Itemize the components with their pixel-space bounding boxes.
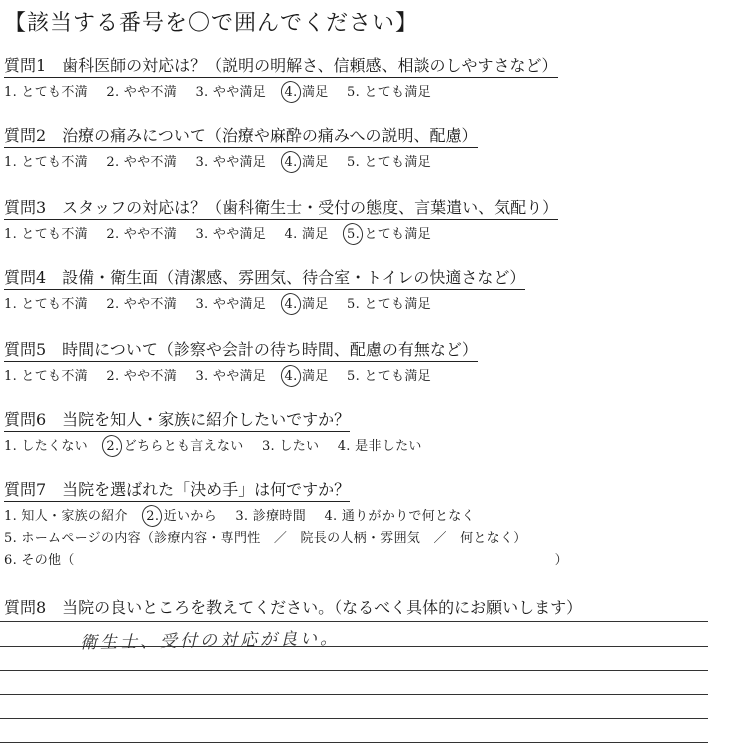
q5-option-4-circled[interactable]: 4. 満足 (284, 369, 329, 384)
question-7-options-row2[interactable]: 5. ホームページの内容（診療内容・専門性 ／ 院長の人柄・雰囲気 ／ 何となく） (4, 531, 527, 546)
question-6-label: 質問6 当院を知人・家族に紹介したいですか？ (4, 410, 350, 432)
q4-option-3[interactable]: 3. やや満足 (195, 297, 267, 312)
q6-option-4[interactable]: 4. 是非したい (337, 439, 422, 454)
question-7-options-row3 (4, 552, 568, 570)
q5-option-3[interactable]: 3. やや満足 (195, 369, 267, 384)
q2-option-1[interactable]: 1. とても不満 (4, 155, 88, 170)
question-7-label: 質問7 当院を選ばれた「決め手」は何ですか？ (4, 480, 350, 502)
q5-option-5[interactable]: 5. とても満足 (347, 369, 431, 384)
q1-option-1[interactable]: 1. とても不満 (4, 85, 88, 100)
q3-option-1[interactable]: 1. とても不満 (4, 227, 88, 242)
q5-option-2[interactable]: 2. やや不満 (106, 369, 178, 384)
question-5-options (4, 368, 445, 386)
question-1-options (4, 84, 445, 102)
q3-option-3[interactable]: 3. やや満足 (195, 227, 267, 242)
question-8-label: 質問8 当院の良いところを教えてください。（なるべく具体的にお願いします） (4, 598, 583, 617)
q6-option-1[interactable]: 1. したくない (4, 439, 88, 454)
answer-line-2 (0, 646, 708, 647)
q3-option-4[interactable]: 4. 満足 (284, 227, 329, 242)
q4-option-4-circled[interactable]: 4. 満足 (284, 297, 329, 312)
q7-option-3[interactable]: 3. 診療時間 (235, 509, 306, 524)
q1-option-5[interactable]: 5. とても満足 (347, 85, 431, 100)
q3-option-2[interactable]: 2. やや不満 (106, 227, 178, 242)
q6-option-3[interactable]: 3. したい (261, 439, 320, 454)
question-4-options (4, 296, 445, 314)
q1-option-4-circled[interactable]: 4. 満足 (284, 85, 329, 100)
q7-option-6-close: ） (554, 553, 568, 568)
question-2-options (4, 154, 445, 172)
question-4-label: 質問4 設備・衛生面（清潔感、雰囲気、待合室・トイレの快適さなど） (4, 268, 525, 290)
question-2-label: 質問2 治療の痛みについて（治療や麻酔の痛みへの説明、配慮） (4, 126, 478, 148)
page-title: 【該当する番号を〇で囲んでください】 (4, 11, 419, 36)
answer-line-6 (0, 742, 708, 743)
q1-option-2[interactable]: 2. やや不満 (106, 85, 178, 100)
question-1-label: 質問1 歯科医師の対応は？（説明の明解さ、信頼感、相談のしやすさなど） (4, 56, 558, 78)
answer-line-5 (0, 718, 708, 719)
question-7-options-row1 (4, 508, 489, 526)
question-6-options (4, 438, 436, 456)
q2-option-5[interactable]: 5. とても満足 (347, 155, 431, 170)
answer-line-4 (0, 694, 708, 695)
question-3-label: 質問3 スタッフの対応は？（歯科衛生士・受付の態度、言葉遣い、気配り） (4, 198, 558, 220)
handwritten-answer: 衛生士、受付の対応が良い。 (79, 628, 341, 654)
q2-option-4-circled[interactable]: 4. 満足 (284, 155, 329, 170)
q3-option-5-circled[interactable]: 5. とても満足 (347, 227, 431, 242)
q7-option-2-circled[interactable]: 2. 近いから (146, 509, 217, 524)
q4-option-1[interactable]: 1. とても不満 (4, 297, 88, 312)
q4-option-2[interactable]: 2. やや不満 (106, 297, 178, 312)
q6-option-2-circled[interactable]: 2. どちらとも言えない (106, 439, 244, 454)
q7-option-1[interactable]: 1. 知人・家族の紹介 (4, 509, 128, 524)
q2-option-3[interactable]: 3. やや満足 (195, 155, 267, 170)
question-5-label: 質問5 時間について（診察や会計の待ち時間、配慮の有無など） (4, 340, 478, 362)
question-3-options (4, 226, 445, 244)
q2-option-2[interactable]: 2. やや不満 (106, 155, 178, 170)
q7-option-6-label[interactable]: 6. その他（ (4, 553, 75, 568)
answer-line-1 (0, 621, 708, 622)
answer-line-3 (0, 670, 708, 671)
q5-option-1[interactable]: 1. とても不満 (4, 369, 88, 384)
q1-option-3[interactable]: 3. やや満足 (195, 85, 267, 100)
q7-option-4[interactable]: 4. 通りがかりで何となく (324, 509, 475, 524)
q4-option-5[interactable]: 5. とても満足 (347, 297, 431, 312)
